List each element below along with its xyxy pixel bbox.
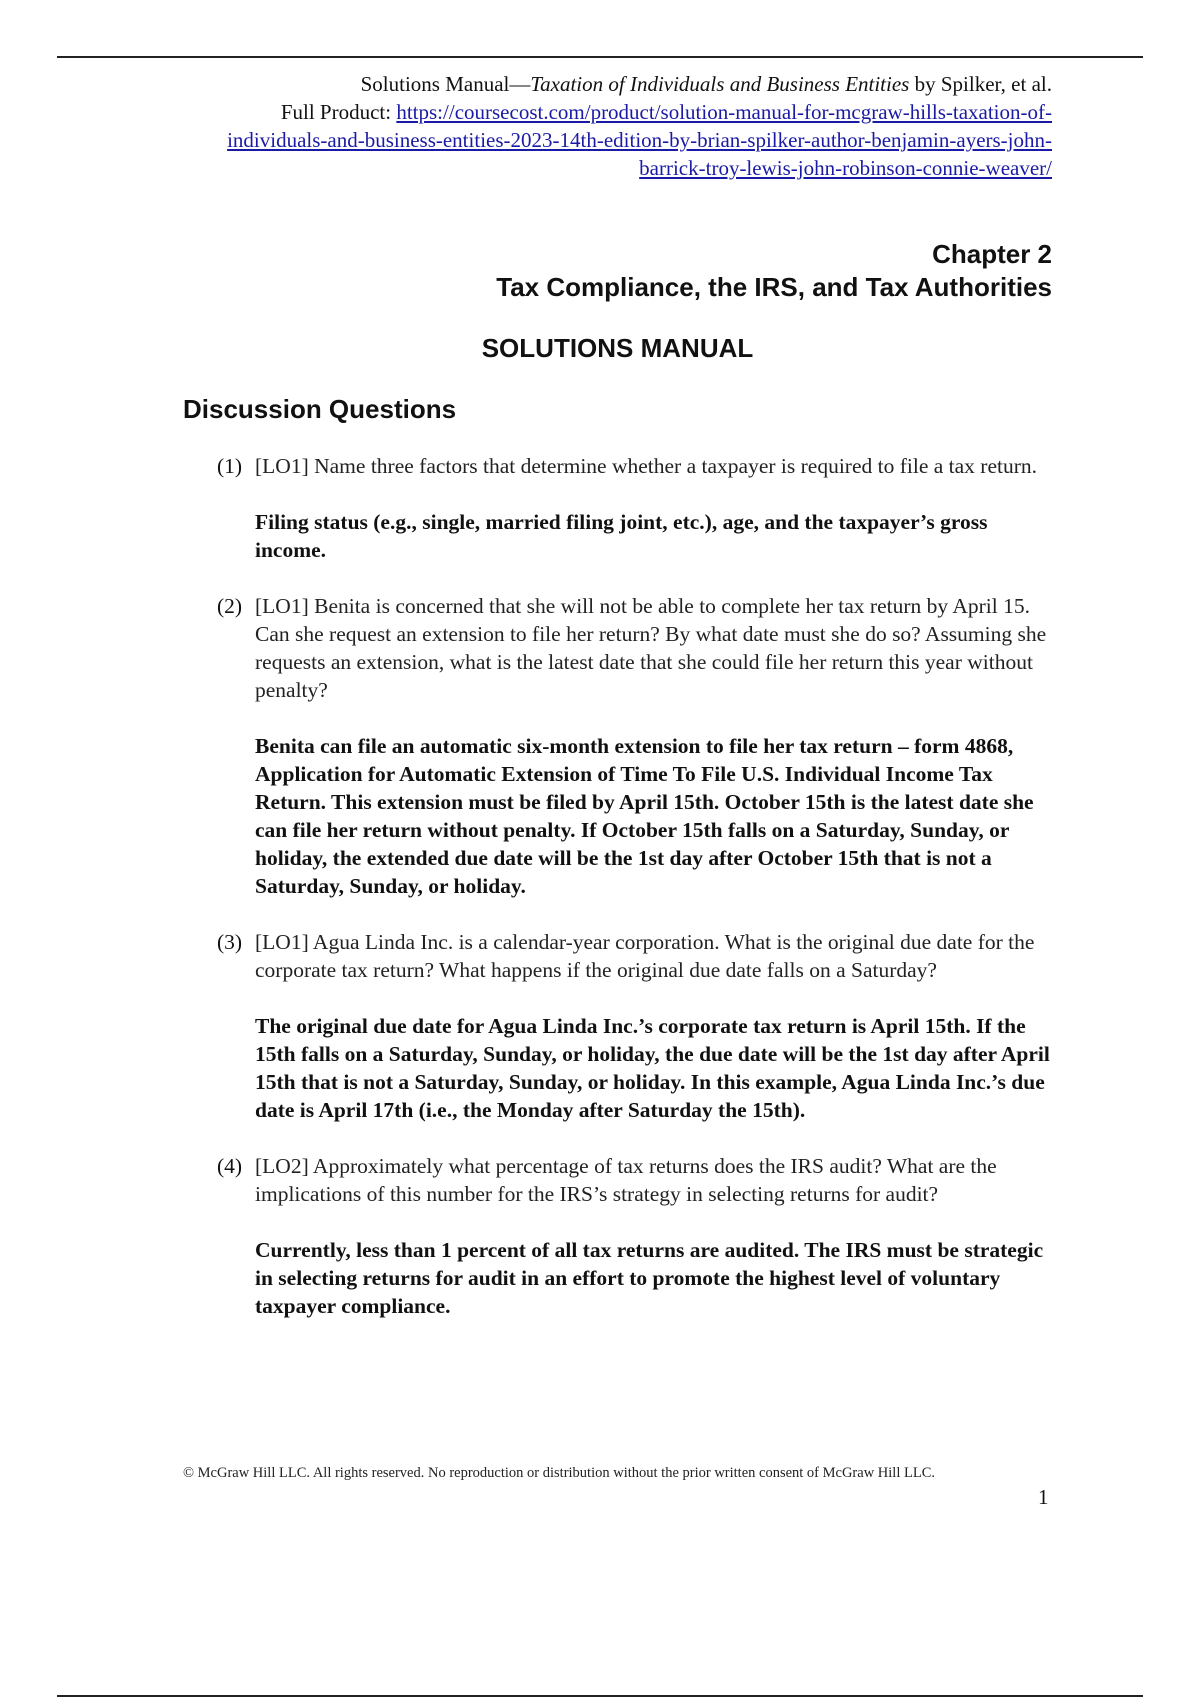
question-item-2 xyxy=(217,592,1057,900)
discussion-questions-heading: Discussion Questions xyxy=(183,394,457,424)
question-number: (1) xyxy=(217,454,243,478)
question-list xyxy=(217,452,1057,1348)
link-text-line-3: barrick-troy-lewis-john-robinson-connie-weaver/ xyxy=(639,156,1052,180)
chapter-number: Chapter 2 xyxy=(932,239,1052,269)
question-item-4 xyxy=(217,1152,1057,1320)
header-authors: by Spilker, et al. xyxy=(909,72,1052,96)
book-title: Taxation of Individuals and Business Entities xyxy=(530,72,910,96)
link-text-line-1: https://coursecost.com/product/solution-manual-for-mcgraw-hills-taxation-of- xyxy=(396,100,1052,124)
top-rule xyxy=(57,56,1143,58)
running-header xyxy=(95,70,1052,182)
full-product-label: Full Product: xyxy=(280,100,397,124)
question-text: [LO2] Approximately what percentage of tax returns does the IRS audit? What are the implications of this number for the IRS’s strategy in selecting returns for audit? xyxy=(255,1154,997,1206)
answer-text: Currently, less than 1 percent of all tax returns are audited. The IRS must be strategic in selecting returns for audit in an effort to promote the highest level of voluntary taxpayer compliance. xyxy=(255,1238,1044,1318)
question-text: [LO1] Agua Linda Inc. is a calendar-year corporation. What is the original due date for the corporate tax return? What happens if the original due date falls on a Saturday? xyxy=(255,930,1035,982)
answer-text: Filing status (e.g., single, married filing joint, etc.), age, and the taxpayer’s gross income. xyxy=(255,510,988,562)
question-number: (4) xyxy=(217,1154,243,1178)
question-number: (2) xyxy=(217,594,243,618)
answer-text: The original due date for Agua Linda Inc.’s corporate tax return is April 15th. If the 15th falls on a Saturday, Sunday, or holiday, the due date will be the 1st day after April 15th that is not a Saturday, Sunday, or holiday. In this example, Agua Linda Inc.’s due date is April 17th (i.e., the Monday after Saturday the 15th). xyxy=(255,1014,1050,1122)
question-item-3 xyxy=(217,928,1057,1124)
header-line-2 xyxy=(95,98,1052,182)
answer-text: Benita can file an automatic six-month extension to file her tax return – form 4868, Application for Automatic Extension of Time To File U.S. Individual Income Tax Return. This extension must be filed by April 15th. October 15th is the latest date she can file her return without penalty. If October 15th falls on a Saturday, Sunday, or holiday, the extended due date will be the 1st day after October 15th that is not a Saturday, Sunday, or holiday. xyxy=(255,734,1034,898)
solutions-manual-title: SOLUTIONS MANUAL xyxy=(481,333,754,363)
bottom-rule xyxy=(57,1695,1143,1697)
question-text: [LO1] Benita is concerned that she will not be able to complete her tax return by April 15. Can she request an extension to file her return? By what date must she do so? Assuming she requests an extension, what is the latest date that she could file her return this year without penalty? xyxy=(255,594,1047,702)
chapter-heading xyxy=(300,238,1052,304)
copyright-notice: © McGraw Hill LLC. All rights reserved. No reproduction or distribution without the prior written consent of McGraw Hill LLC. xyxy=(183,1465,935,1481)
question-item-1 xyxy=(217,452,1057,564)
page-number: 1 xyxy=(1038,1485,1049,1509)
link-text-line-2: individuals-and-business-entities-2023-14th-edition-by-brian-spilker-author-benjamin-ayers-john- xyxy=(227,128,1052,152)
question-text: [LO1] Name three factors that determine whether a taxpayer is required to file a tax return. xyxy=(255,454,1038,478)
question-number: (3) xyxy=(217,930,243,954)
header-line-1 xyxy=(95,70,1052,98)
chapter-title: Tax Compliance, the IRS, and Tax Authorities xyxy=(496,272,1052,302)
header-prefix: Solutions Manual— xyxy=(360,72,531,96)
